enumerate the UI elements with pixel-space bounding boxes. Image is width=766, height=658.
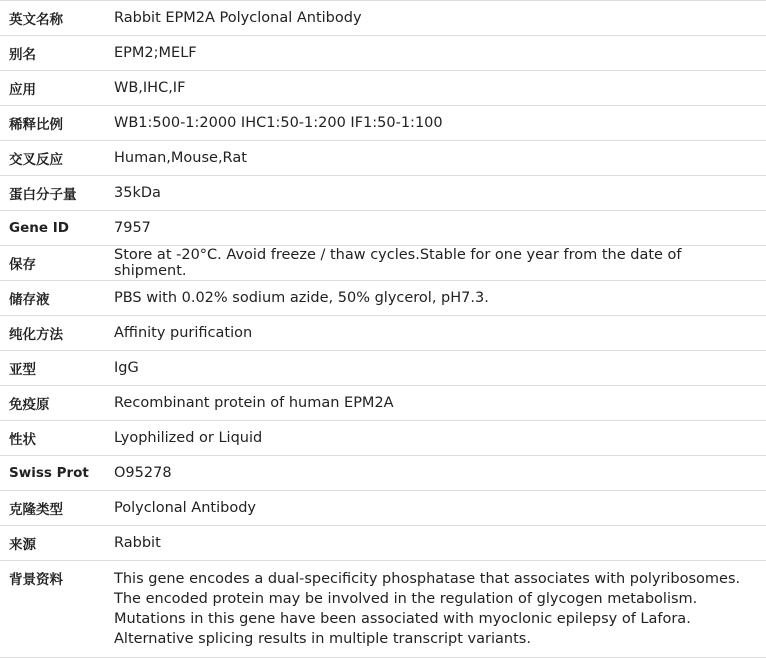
spec-label: 稀释比例 xyxy=(0,106,114,141)
spec-value: WB,IHC,IF xyxy=(114,71,766,106)
spec-row-swiss-prot xyxy=(0,456,766,491)
spec-row-purification xyxy=(0,316,766,351)
spec-row-molecular-weight xyxy=(0,176,766,211)
spec-row-dilution xyxy=(0,106,766,141)
spec-value: Human,Mouse,Rat xyxy=(114,141,766,176)
spec-value: Polyclonal Antibody xyxy=(114,491,766,526)
spec-label: 英文名称 xyxy=(0,1,114,36)
spec-label: 性状 xyxy=(0,421,114,456)
spec-label: 免疫原 xyxy=(0,386,114,421)
spec-label: 交叉反应 xyxy=(0,141,114,176)
spec-row-immunogen xyxy=(0,386,766,421)
spec-row-isotype xyxy=(0,351,766,386)
spec-value: 7957 xyxy=(114,211,766,246)
spec-row-application xyxy=(0,71,766,106)
spec-label: 亚型 xyxy=(0,351,114,386)
spec-value: PBS with 0.02% sodium azide, 50% glycerol, pH7.3. xyxy=(114,281,766,316)
spec-value: Rabbit EPM2A Polyclonal Antibody xyxy=(114,1,766,36)
spec-row-buffer xyxy=(0,281,766,316)
spec-label: Swiss Prot xyxy=(0,456,114,491)
spec-row-form xyxy=(0,421,766,456)
spec-value: Store at -20°C. Avoid freeze / thaw cycles.Stable for one year from the date of shipment. xyxy=(114,246,766,281)
spec-label: 纯化方法 xyxy=(0,316,114,351)
spec-value: Recombinant protein of human EPM2A xyxy=(114,386,766,421)
spec-row-reactivity xyxy=(0,141,766,176)
spec-value: O95278 xyxy=(114,456,766,491)
spec-row-alias xyxy=(0,36,766,71)
spec-label: Gene ID xyxy=(0,211,114,246)
spec-label: 蛋白分子量 xyxy=(0,176,114,211)
spec-row-background xyxy=(0,561,766,658)
spec-label: 克隆类型 xyxy=(0,491,114,526)
spec-value: IgG xyxy=(114,351,766,386)
spec-value: 35kDa xyxy=(114,176,766,211)
spec-value: Rabbit xyxy=(114,526,766,561)
spec-label: 别名 xyxy=(0,36,114,71)
spec-value: Lyophilized or Liquid xyxy=(114,421,766,456)
spec-row-host xyxy=(0,526,766,561)
spec-row-gene-id xyxy=(0,211,766,246)
spec-value: Affinity purification xyxy=(114,316,766,351)
spec-row-english-name xyxy=(0,1,766,36)
spec-label: 背景资料 xyxy=(0,561,114,658)
spec-value: EPM2;MELF xyxy=(114,36,766,71)
spec-value: This gene encodes a dual-specificity phosphatase that associates with polyribosomes. The encoded protein may be involved in the regulation of glycogen metabolism. Mutations in this gene have been associated with myoclonic epilepsy of Lafora. Alternative splicing results in multiple transcript variants. xyxy=(114,561,766,658)
spec-label: 应用 xyxy=(0,71,114,106)
spec-label: 储存液 xyxy=(0,281,114,316)
spec-value: WB1:500-1:2000 IHC1:50-1:200 IF1:50-1:100 xyxy=(114,106,766,141)
spec-row-clonality xyxy=(0,491,766,526)
spec-label: 来源 xyxy=(0,526,114,561)
spec-row-storage xyxy=(0,246,766,281)
spec-label: 保存 xyxy=(0,246,114,281)
